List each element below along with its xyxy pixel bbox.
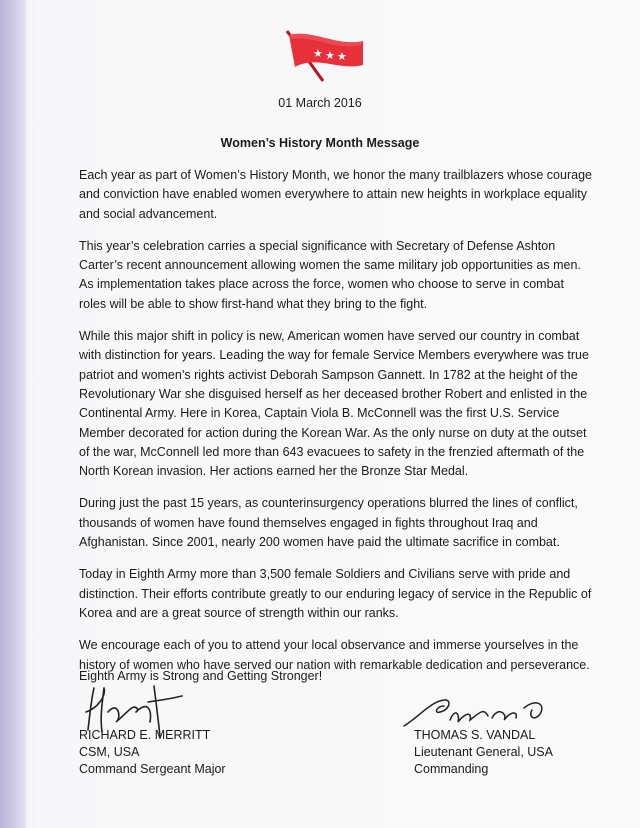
- letter-title: Women’s History Month Message: [220, 136, 420, 150]
- closing-line: Eighth Army is Strong and Getting Stronger!: [79, 669, 323, 683]
- letter-date: 01 March 2016: [278, 96, 362, 110]
- signer-title: Command Sergeant Major: [79, 762, 226, 776]
- paragraph: During just the past 15 years, as counterinsurgency operations blurred the lines of conflict, thousands of women have found themselves engaged in fights throughout Iraq and Afghanistan. Since 2001, nearly 200 women have paid the ultimate sacrifice in combat.: [79, 496, 578, 550]
- svg-text:★: ★: [313, 47, 323, 60]
- signer-name: RICHARD E. MERRITT: [79, 728, 211, 742]
- page-edge-shadow: [0, 0, 26, 828]
- paragraph: While this major shift in policy is new, American women have served our country in combat with distinction for years. Leading the way for female Service Members everywhere was true patriot and women’s rights activist Deborah Sampson Gannett. In 1782 at the height of the Revolutionary War she disguised herself as her deceased brother Robert and enlisted in the Continental Army. Here in Korea, Captain Viola B. McConnell was the first U.S. Service Member decorated for action during the Korean War. As the only nurse on duty at the outset of the war, McConnell led more than 643 evacuees to safety in the frenzied aftermath of the North Korean invasion. Her actions earned her the Bronze Star Medal.: [79, 329, 589, 479]
- signature-block-left: [79, 727, 226, 778]
- three-star-general-flag-icon: [283, 27, 367, 83]
- signer-name: THOMAS S. VANDAL: [414, 728, 536, 742]
- signer-rank: Lieutenant General, USA: [414, 745, 553, 759]
- signer-title: Commanding: [414, 762, 489, 776]
- svg-text:★: ★: [337, 50, 347, 63]
- paragraph: Today in Eighth Army more than 3,500 female Soldiers and Civilians serve with pride and distinction. Their efforts contribute greatly to our enduring legacy of service in the Republic of Korea and are a great source of strength within our ranks.: [79, 567, 592, 620]
- paragraph: This year’s celebration carries a special significance with Secretary of Defense Ashton Carter’s recent announcement allowing women the same military job opportunities as men. As implementation takes place across the force, women who choose to serve in combat roles will be able to show first-hand what they bring to the fight.: [79, 238, 581, 311]
- paragraph: We encourage each of you to attend your local observance and immerse yourselves in the history of women who have served our nation with remarkable dedication and perseverance.: [79, 638, 590, 672]
- signer-rank: CSM, USA: [79, 745, 140, 759]
- paragraph: Each year as part of Women’s History Month, we honor the many trailblazers whose courage and conviction have enabled women everywhere to attain new heights in workplace equality and social advancement.: [79, 168, 592, 221]
- svg-text:★: ★: [325, 49, 335, 62]
- letter-body: [79, 166, 594, 688]
- signature-block-right: [414, 727, 553, 778]
